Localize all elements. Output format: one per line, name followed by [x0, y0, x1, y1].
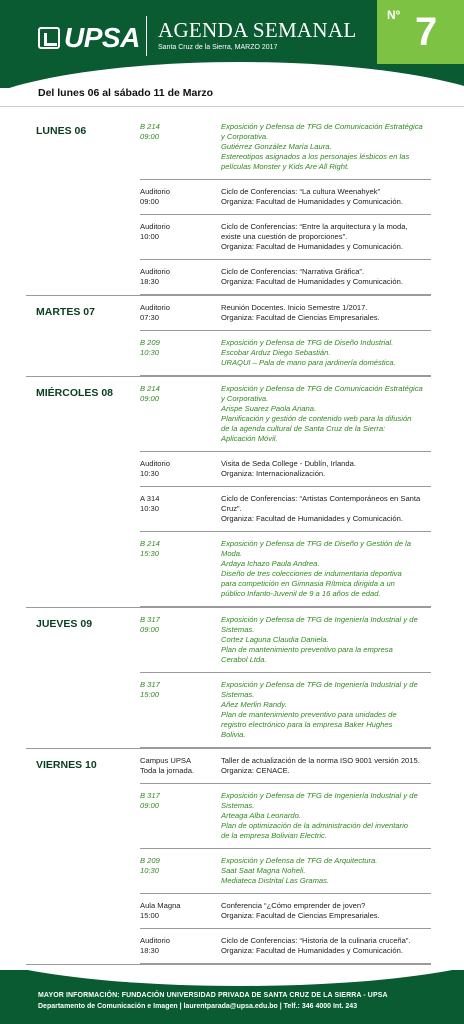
- logo-text: UPSA: [64, 22, 140, 53]
- day-name: LUNES 06: [36, 125, 87, 137]
- event-location-time: B 317 09:00: [140, 615, 160, 634]
- agenda-event: [140, 929, 431, 964]
- header-curve: [0, 62, 464, 88]
- event-location-time: B 214 15:30: [140, 539, 160, 558]
- event-description: Exposición y Defensa de TFG de Ingeniería Industrial y de Sistemas. Arteaga Alba Leonardo. Plan de optimización de la administración del inventario de la empresa Bolivian Electric.: [221, 791, 418, 840]
- agenda-event: [140, 377, 431, 452]
- event-description: Ciclo de Conferencias: “Historia de la culinaria cruceña”. Organiza: Facultad de Humanidades y Comunicación.: [221, 936, 411, 955]
- event-location-time: Auditorio 10:30: [140, 459, 170, 478]
- agenda-event: [140, 180, 431, 215]
- day-section: [0, 115, 464, 295]
- event-description: Ciclo de Conferencias: “Narrativa Gráfica”. Organiza: Facultad de Humanidades y Comunicación.: [221, 267, 403, 286]
- day-name: JUEVES 09: [36, 618, 93, 630]
- header-divider: [146, 16, 147, 56]
- page-subtitle: Santa Cruz de la Sierra, MARZO 2017: [158, 44, 278, 51]
- event-description: Ciclo de Conferencias: “Entre la arquitectura y la moda, existe una cuestión de proporciones”. Organiza: Facultad de Humanidades y Comunicación.: [221, 222, 408, 251]
- agenda-event: [140, 784, 431, 849]
- event-location-time: A 314 10:30: [140, 494, 160, 513]
- issue-number-badge: [377, 0, 464, 64]
- event-location-time: B 214 09:00: [140, 384, 160, 403]
- agenda-event: [140, 749, 431, 784]
- event-description: Visita de Seda College - Dublín, Irlanda. Organiza: Internacionalización.: [221, 459, 356, 478]
- agenda-event: [140, 894, 431, 929]
- agenda-event: [140, 532, 431, 607]
- issue-number: 7: [415, 10, 438, 54]
- event-location-time: B 317 15:00: [140, 680, 160, 699]
- event-location-time: Campus UPSA Toda la jornada.: [140, 756, 195, 775]
- event-location-time: Auditorio 18:30: [140, 936, 170, 955]
- event-description: Exposición y Defensa de TFG de Comunicación Estratégica y Corporativa. Arispe Suarez Paola Ariana. Planificación y gestión de contenido web para la difusión de la agenda cultural de Santa Cruz de la Sierra: Aplicación Móvil.: [221, 384, 423, 443]
- event-description: Exposición y Defensa de TFG de Arquitectura. Saat Saat Magna Noheli. Mediateca Distrital Las Gramas.: [221, 856, 378, 885]
- event-description: Exposición y Defensa de TFG de Ingeniería Industrial y de Sistemas. Cortez Laguna Claudia Daniela. Plan de mantenimiento preventivo para la empresa Cerabol Ltda.: [221, 615, 418, 664]
- header: [0, 0, 464, 88]
- event-description: Taller de actualización de la norma ISO 9001 versión 2015. Organiza: CENACE.: [221, 756, 420, 775]
- agenda-event: [140, 849, 431, 894]
- event-location-time: B 209 10:30: [140, 856, 160, 875]
- event-location-time: Auditorio 07:30: [140, 303, 170, 322]
- day-name: MARTES 07: [36, 306, 95, 318]
- day-section: [0, 377, 464, 607]
- agenda-list: [0, 115, 464, 995]
- day-section: [0, 296, 464, 376]
- footer: [0, 970, 464, 1024]
- event-location-time: Auditorio 09:00: [140, 187, 170, 206]
- week-range: Del lunes 06 al sábado 11 de Marzo: [38, 87, 214, 99]
- footer-curve: [0, 970, 464, 986]
- upsa-logo: [38, 22, 140, 54]
- event-description: Exposición y Defensa de TFG de Ingeniería Industrial y de Sistemas. Añez Merlin Randy. Plan de mantenimiento preventivo para unidades de registro electrónico para la empresa Baker Hughes Bolivia.: [221, 680, 418, 739]
- event-location-time: B 317 09:00: [140, 791, 160, 810]
- event-location-time: B 214 09:00: [140, 122, 160, 141]
- day-name: MIÉRCOLES 08: [36, 387, 114, 399]
- agenda-event: [140, 115, 431, 180]
- agenda-event: [140, 608, 431, 673]
- event-location-time: Auditorio 10:00: [140, 222, 170, 241]
- agenda-event: [140, 260, 431, 295]
- event-description: Reunión Docentes. Inicio Semestre 1/2017. Organiza: Facultad de Ciencias Empresariales.: [221, 303, 380, 322]
- agenda-event: [140, 215, 431, 260]
- footer-contact-line: Departamento de Comunicación e Imagen | laurentparada@upsa.edu.bo | Telf.: 346 4000 Int. 243: [38, 1003, 358, 1010]
- event-description: Exposición y Defensa de TFG de Comunicación Estratégica y Corporativa. Gutiérrez González María Laura. Estereotipos asignados a los personajes lésbicos en las películas Monster y Kids Are All Right.: [221, 122, 423, 171]
- agenda-event: [140, 296, 431, 331]
- event-description: Exposición y Defensa de TFG de Diseño Industrial. Escobar Arduz Diego Sebastián. URAQUI – Pala de mano para jardinería doméstica.: [221, 338, 396, 367]
- agenda-event: [140, 331, 431, 376]
- footer-info-line: MAYOR INFORMACIÓN: FUNDACIÓN UNIVERSIDAD PRIVADA DE SANTA CRUZ DE LA SIERRA - UPSA: [38, 992, 388, 999]
- day-name: VIERNES 10: [36, 759, 97, 771]
- page-title: AGENDA SEMANAL: [158, 18, 357, 42]
- agenda-event: [140, 673, 431, 748]
- event-location-time: Auditorio 18:30: [140, 267, 170, 286]
- day-section: [0, 749, 464, 964]
- day-section: [0, 608, 464, 748]
- event-description: Conferencia “¿Cómo emprender de joven? Organiza: Facultad de Ciencias Empresariales.: [221, 901, 380, 920]
- event-description: Ciclo de Conferencias: “Artistas Contemporáneos en Santa Cruz”. Organiza: Facultad de Humanidades y Comunicación.: [221, 494, 421, 523]
- upsa-logo-icon: [38, 27, 60, 49]
- event-description: Exposición y Defensa de TFG de Diseño y Gestión de la Moda. Ardaya Ichazo Paula Andrea. Diseño de tres colecciones de indumentaria deportiva para competición en Gimnasia Rítmica dirigida a un público Infanto-Juvenil de 9 a 16 años de edad.: [221, 539, 411, 598]
- event-location-time: Aula Magna 15:00: [140, 901, 181, 920]
- week-divider: [0, 106, 464, 107]
- agenda-event: [140, 452, 431, 487]
- event-location-time: B 209 10:30: [140, 338, 160, 357]
- issue-number-label: Nº: [387, 8, 401, 22]
- event-description: Ciclo de Conferencias: “La cultura Weenahyek” Organiza: Facultad de Humanidades y Comunicación.: [221, 187, 403, 206]
- agenda-event: [140, 487, 431, 532]
